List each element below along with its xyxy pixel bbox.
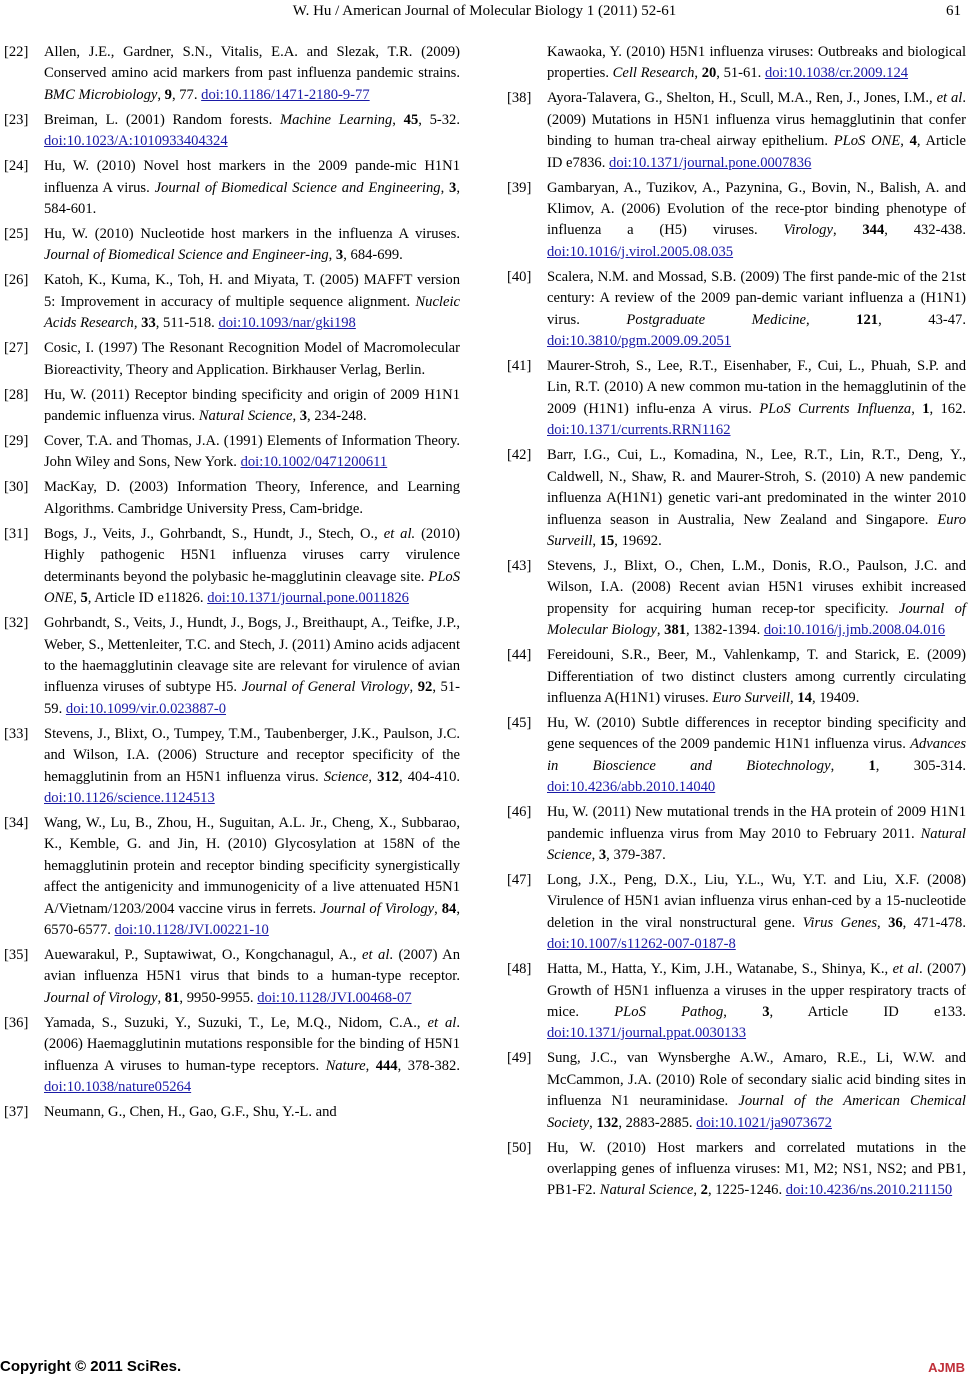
reference-italic-text: et al [936, 90, 963, 107]
reference-entry [4, 945, 460, 1009]
reference-volume: 381 [664, 622, 687, 639]
reference-italic-text: Virology [783, 222, 833, 239]
reference-text-segment: Stevens, J., Blixt, O., Chen, L.M., Donis, R.O., Paulson, J.C. and Wilson, I.A. (2008) Recent avian H5N1 viruses exhibit increased propensity for acquiring human recep-tor specificity. [547, 557, 966, 617]
reference-volume: 121 [856, 311, 879, 328]
reference-italic-text: Natural Science [198, 408, 293, 425]
reference-italic-text: Postgraduate Medicine [626, 311, 806, 328]
reference-text-segment: , [877, 914, 889, 931]
reference-text [44, 385, 460, 428]
reference-text-segment: , [157, 989, 165, 1006]
reference-text [44, 1102, 460, 1123]
doi-link[interactable]: doi:10.1126/science.1124513 [44, 789, 215, 806]
reference-entry [507, 42, 966, 85]
reference-text-segment: Stevens, J., Blixt, O., Tumpey, T.M., Taubenberger, J.K., Paulson, J.C. and Wilson, I.A. (2006) Structure and receptor specificity of the hemagglutinin from an H5N1 influenza virus. [44, 725, 460, 785]
reference-text-segment: , [365, 1057, 376, 1074]
reference-entry [4, 477, 460, 520]
reference-italic-text: Journal of Virology [320, 900, 435, 917]
reference-volume: 20 [701, 65, 717, 82]
reference-text [44, 42, 460, 106]
reference-text-segment: Kawaoka, Y. (2010) H5N1 influenza viruses: Outbreaks and biological properties. [547, 44, 966, 82]
reference-volume: 81 [164, 989, 180, 1006]
reference-text [547, 1138, 966, 1202]
reference-italic-text: Nucleic Acids Research [44, 293, 460, 332]
reference-text-segment: , 6570-6577. [44, 900, 460, 938]
reference-text-segment: , 9950-9955. [179, 989, 258, 1006]
reference-text-segment: Yamada, S., Suzuki, Y., Suzuki, T., Le, M.Q., Nidom, C.A., [44, 1014, 428, 1031]
reference-text [44, 431, 460, 474]
reference-text-segment: . (2007) An avian influenza H5N1 virus that binds to a human-type receptor. [44, 946, 460, 985]
reference-italic-text: Natural Science [547, 825, 966, 863]
reference-text [44, 813, 460, 941]
doi-link[interactable]: doi:10.1128/JVI.00468-07 [257, 989, 412, 1006]
reference-number: [26] [4, 272, 29, 289]
reference-text-segment: , [805, 311, 857, 328]
reference-italic-text: Journal of General Virology [241, 679, 410, 696]
reference-text-segment: Hu, W. (2010) Subtle differences in receptor binding specificity and gene sequences of the 2009 pandemic H1N1 influenza virus. [547, 714, 966, 753]
reference-entry [4, 42, 460, 106]
reference-number: [47] [507, 871, 532, 888]
reference-volume: 444 [375, 1057, 398, 1074]
doi-link[interactable]: doi:10.1186/1471-2180-9-77 [201, 86, 370, 103]
reference-number: [46] [507, 804, 532, 821]
reference-number: [44] [507, 647, 532, 664]
reference-volume: 84 [441, 900, 457, 917]
reference-text [547, 267, 966, 353]
reference-text-segment: , 51-61. [716, 65, 765, 82]
reference-text [547, 959, 966, 1045]
reference-number: [43] [507, 557, 532, 574]
reference-text-segment: , 584-601. [44, 179, 460, 218]
reference-text [44, 338, 460, 381]
reference-text [44, 270, 460, 334]
reference-text-segment: (2010) Highly pathogenic H5N1 influenza viruses carry virulence determinants beyond the polybasic he-magglutinin cleavage site. [44, 525, 460, 585]
reference-number: [41] [507, 358, 532, 375]
reference-volume: 3 [299, 408, 308, 425]
reference-text [44, 110, 460, 153]
reference-volume: 45 [403, 111, 419, 128]
reference-entry [507, 356, 966, 442]
reference-text-segment: Allen, J.E., Gardner, S.N., Vitalis, E.A. and Slezak, T.R. (2009) Conserved amino acid markers from past influenza pandemic strains. [44, 44, 460, 82]
reference-text-segment: , [434, 900, 442, 917]
reference-volume: 14 [797, 689, 812, 706]
reference-entry [507, 556, 966, 642]
reference-italic-text: Journal of Molecular Biology [547, 600, 966, 639]
reference-italic-text: Journal of Virology [44, 989, 158, 1006]
reference-text-segment: , 432-438. [884, 222, 966, 239]
reference-text-segment: , [656, 622, 665, 639]
reference-text-segment: Hu, W. (2011) New mutational trends in the HA protein of 2009 H1N1 pandemic influenza virus from May 2010 to February 2011. [547, 804, 966, 842]
reference-number: [48] [507, 961, 532, 978]
reference-text-segment: Cover, T.A. and Thomas, J.A. (1991) Elements of Information Theory. John Wiley and Sons, New York. [44, 433, 460, 471]
reference-text [547, 645, 966, 709]
reference-number: [22] [4, 44, 29, 60]
reference-number: [33] [4, 725, 29, 742]
reference-text-segment: , [392, 111, 404, 128]
reference-text-segment: , 1382-1394. [686, 622, 764, 639]
reference-volume: 36 [888, 914, 903, 931]
reference-entry [4, 338, 460, 381]
reference-text-segment: Hu, W. (2010) Novel host markers in the 2009 pande-mic H1N1 influenza A virus. [44, 158, 460, 196]
doi-link[interactable]: doi:10.1002/0471200611 [240, 454, 388, 471]
reference-entry [507, 178, 966, 264]
reference-text-segment: , 378-382. [397, 1057, 461, 1074]
reference-text-segment: Sung, J.C., van Wynsberghe A.W., Amaro, R.E., Li, W.W. and McCammon, J.A. (2010) Role of secondary sialic acid binding sites in influenza N1 neuraminidase. [547, 1050, 966, 1110]
reference-number: [40] [507, 268, 532, 285]
reference-number: [42] [507, 447, 532, 464]
doi-link[interactable]: doi:10.3810/pgm.2009.09.2051 [547, 333, 732, 350]
reference-text-segment: Hatta, M., Hatta, Y., Kim, J.H., Watanabe, S., Shinya, K., [547, 961, 893, 978]
reference-entry [507, 1048, 966, 1134]
reference-number: [35] [4, 946, 29, 963]
reference-italic-text: Machine Learning [279, 111, 393, 128]
reference-text-segment: . (2006) Haemagglutinin mutations responsible for the binding of H5N1 influenza A viruses to human-type receptors. [44, 1014, 460, 1074]
reference-number: [34] [4, 814, 29, 831]
doi-link[interactable]: doi:10.4236/abb.2010.14040 [547, 779, 716, 796]
reference-italic-text: Virus Genes [802, 914, 877, 931]
reference-entry [4, 724, 460, 810]
reference-text-segment: , [900, 133, 910, 150]
reference-text [547, 88, 966, 174]
reference-italic-text: Cell Research [612, 65, 695, 82]
journal-abbreviation: AJMB [928, 1360, 965, 1375]
reference-text [44, 524, 460, 610]
reference-text-segment: , Article ID e7836. [547, 133, 966, 171]
reference-volume: 3 [762, 1004, 770, 1020]
reference-volume: 9 [164, 86, 172, 103]
reference-entry [4, 224, 460, 267]
reference-volume: 312 [377, 768, 399, 785]
reference-entry [507, 88, 966, 174]
reference-number: [45] [507, 714, 532, 731]
reference-entry [507, 445, 966, 552]
reference-entry [4, 270, 460, 334]
reference-text [44, 724, 460, 810]
reference-italic-text: Journal of Biomedical Science and Engineer-ing [44, 247, 329, 264]
reference-text-segment: , 471-478. [902, 914, 966, 931]
reference-italic-text: Euro Surveill [547, 511, 966, 549]
reference-text-segment: , [830, 757, 869, 774]
reference-entry [507, 645, 966, 709]
reference-text-segment: Scalera, N.M. and Mossad, S.B. (2009) The first pande-mic of the 21st century: A review of the 2009 pan-demic variant influenza a (H1N1) virus. [547, 268, 966, 328]
reference-text [547, 1048, 966, 1134]
reference-text-segment: , 2883-2885. [618, 1114, 697, 1131]
doi-link[interactable]: doi:10.1371/journal.pone.0011826 [207, 590, 409, 607]
reference-text-segment: , [409, 679, 418, 696]
reference-text-segment: Barr, I.G., Cui, L., Komadina, N., Lee, R.T., Lin, R.T., Deng, Y., Caldwell, N., Shaw, R. and Maurer-Stroh, S. (2010) A new pandemic influenza A(H1N1) genetic vari-ant predominated in the winter 2010 influenza season in Australia, New Zealand and Singapore. [547, 447, 966, 528]
reference-italic-text: PLoS Currents Influenza [759, 400, 912, 417]
reference-entry [4, 1013, 460, 1099]
reference-entry [507, 870, 966, 956]
reference-entry [4, 613, 460, 720]
reference-text-segment: , [693, 1182, 701, 1199]
reference-italic-text: et al [361, 946, 390, 963]
reference-number: [50] [507, 1139, 532, 1156]
reference-text-segment: , [328, 247, 336, 264]
reference-text-segment: Cosic, I. (1997) The Resonant Recognition Model of Macromolecular Bioreactivity, Theory and Application. Birkhauser Verlag, Berlin. [44, 340, 460, 378]
reference-entry [4, 431, 460, 474]
reference-number: [38] [507, 90, 532, 107]
reference-text-segment: MacKay, D. (2003) Information Theory, Inference, and Learning Algorithms. Cambridge University Press, Cam-bridge. [44, 479, 460, 517]
reference-text [44, 156, 460, 220]
reference-text-segment: , [592, 532, 600, 549]
running-title: W. Hu / American Journal of Molecular Biology 1 (2011) 52-61 [292, 3, 677, 19]
reference-text-segment: , [790, 689, 798, 706]
doi-link[interactable]: doi:10.1038/nature05264 [44, 1079, 192, 1095]
reference-italic-text: Nature [325, 1057, 366, 1074]
reference-text-segment: Neumann, G., Chen, H., Gao, G.F., Shu, Y.-L. and [44, 1104, 337, 1120]
reference-text-segment: , 305-314. [875, 757, 966, 774]
reference-entry [507, 959, 966, 1045]
reference-italic-text: BMC Microbiology [44, 86, 158, 103]
reference-text [44, 945, 460, 1009]
reference-text-segment: , [292, 408, 300, 425]
reference-volume: 5 [80, 590, 88, 607]
reference-text-segment: Wang, W., Lu, B., Zhou, H., Suguitan, A.L. Jr., Cheng, X., Subbarao, K., Kemble, G. and Jin, H. (2010) Glycosylation at 158N of the hemagglutinin protein and receptor binding specificity synergistically affect the antigenicity and immunogenicity of a live attenuated H5N1 A/Vietnam/1203/2004 vaccine virus in ferrets. [44, 814, 460, 917]
reference-text-segment: . (2007) Growth of H5N1 influenza a viruses in the upper respiratory tracts of mice. [547, 961, 966, 1020]
reference-text-segment: , 162. [929, 400, 967, 417]
reference-volume: 33 [141, 315, 156, 332]
reference-number: [30] [4, 479, 29, 496]
doi-link[interactable]: doi:10.1007/s11262-007-0187-8 [547, 936, 736, 953]
reference-text-segment: , 404-410. [398, 768, 461, 785]
reference-text-segment: Auewarakul, P., Suptawiwat, O., Kongchanagul, A., [44, 946, 362, 963]
doi-link[interactable]: doi:10.1093/nar/gki198 [218, 315, 356, 332]
reference-number: [36] [4, 1014, 29, 1031]
reference-text-segment: , [911, 400, 923, 417]
doi-link[interactable]: doi:10.1371/journal.ppat.0030133 [547, 1025, 747, 1042]
reference-text-segment: , 51-59. [44, 679, 461, 717]
reference-entry [507, 802, 966, 866]
reference-volume: 3 [449, 179, 457, 196]
reference-text-segment: , [368, 768, 378, 785]
reference-volume: 4 [909, 133, 917, 150]
reference-number: [32] [4, 615, 29, 632]
reference-number: [37] [4, 1104, 29, 1120]
reference-text [547, 178, 966, 264]
reference-volume: 15 [599, 532, 615, 549]
reference-volume: 132 [596, 1114, 619, 1131]
reference-text-segment: Hu, W. (2010) Host markers and correlated mutations in the overlapping genes of influenza viruses: M1, M2; NS1, NS2; and PB1, PB1-F2. [547, 1139, 966, 1199]
reference-number: [27] [4, 340, 29, 357]
reference-text-segment: , 234-248. [307, 408, 367, 425]
reference-italic-text: Euro Surveill [712, 689, 791, 706]
reference-volume: 1 [922, 400, 930, 417]
reference-text-segment: Breiman, L. (2001) Random forests. [44, 111, 280, 128]
reference-text-segment: , 684-699. [343, 247, 403, 264]
reference-text-segment: , [723, 1004, 763, 1020]
reference-text-segment: , [133, 315, 142, 332]
doi-link[interactable]: doi:10.1099/vir.0.023887-0 [65, 700, 227, 717]
references-right-column [507, 42, 966, 1205]
reference-volume: 1 [868, 757, 876, 774]
reference-number: [25] [4, 226, 29, 243]
reference-text-segment: Gambaryan, A., Tuzikov, A., Pazynina, G., Bovin, N., Balish, A. and Klimov, A. (2006) Evolution of the rece-ptor binding phenotype of influenza a (H5) viruses. [547, 179, 966, 239]
reference-entry [4, 1102, 460, 1123]
reference-number: [31] [4, 525, 29, 542]
reference-text-segment: , Article ID e133. [769, 1004, 966, 1020]
reference-entry [507, 267, 966, 353]
reference-text-segment: Maurer-Stroh, S., Lee, R.T., Eisenhaber, F., Cui, L., Phuah, S.P. and Lin, R.T. (2010) A new common mu-tation in the hemagglutinin of the 2009 (H1N1) influ-enza A virus. [547, 358, 966, 417]
reference-text [547, 713, 966, 799]
reference-text [44, 477, 460, 520]
reference-text-segment: , 1225-1246. [707, 1182, 786, 1199]
reference-entry [4, 156, 460, 220]
reference-text-segment: , [73, 590, 81, 607]
reference-volume: 3 [335, 247, 344, 264]
reference-volume: 344 [862, 222, 885, 239]
reference-entry [4, 385, 460, 428]
reference-italic-text: et al. [383, 525, 416, 542]
reference-text-segment: , 5-32. [418, 111, 460, 128]
reference-text-segment: Long, J.X., Peng, D.X., Liu, Y.L., Wu, Y.T. and Liu, X.F. (2008) Virulence of H5N1 avian influenza virus enhan-ced by a 15-nucleotide deletion in the viral nonstructural gene. [547, 871, 966, 931]
doi-link[interactable]: doi:10.1371/journal.pone.0007836 [609, 154, 812, 171]
reference-number: [49] [507, 1050, 532, 1067]
reference-text-segment: , 379-387. [606, 846, 666, 863]
reference-text-segment: Ayora-Talavera, G., Shelton, H., Scull, M.A., Ren, J., Jones, I.M., [547, 90, 937, 107]
reference-text-segment: , 511-518. [155, 315, 219, 332]
page-number: 61 [946, 3, 961, 19]
reference-text-segment: , 77. [171, 86, 202, 103]
reference-italic-text: et al [427, 1014, 457, 1031]
reference-italic-text: Advances in Bioscience and Biotechnology [547, 736, 966, 774]
reference-italic-text: PLoS Pathog [614, 1004, 724, 1020]
reference-volume: 92 [417, 679, 433, 696]
reference-text-segment: . (2009) Mutations in H5N1 influenza virus hemagglutinin that confer binding to human tra-cheal airway epithelium. [547, 90, 966, 150]
reference-number: [23] [4, 111, 29, 128]
copyright-notice: Copyright © 2011 SciRes. [0, 1358, 182, 1375]
doi-link[interactable]: doi:10.1016/j.virol.2005.08.035 [547, 243, 734, 260]
doi-link[interactable]: doi:10.1016/j.jmb.2008.04.016 [763, 622, 946, 639]
reference-text-segment: , 19409. [811, 689, 860, 706]
reference-text [44, 613, 460, 720]
reference-entry [4, 110, 460, 153]
reference-italic-text: PLoS ONE [44, 568, 460, 607]
reference-text-segment: , 19692. [614, 532, 662, 549]
reference-entry [507, 1138, 966, 1202]
reference-text [547, 356, 966, 442]
reference-number: [29] [4, 433, 29, 450]
reference-text-segment: , [157, 86, 165, 103]
reference-text [547, 802, 966, 866]
page-footer [0, 1352, 969, 1382]
reference-text-segment: , [591, 846, 599, 863]
reference-text [547, 445, 966, 552]
reference-text-segment: Hu, W. (2011) Receptor binding specificity and origin of 2009 H1N1 pandemic influenza virus. [44, 386, 460, 425]
reference-italic-text: Journal of the American Chemical Society [547, 1093, 966, 1131]
reference-text-segment: Fereidouni, S.R., Beer, M., Vahlenkamp, T. and Starick, E. (2009) Differentiation of two distinct clusters among currently circulating influenza A(H1N1) viruses. [547, 647, 966, 706]
doi-link[interactable]: doi:10.4236/ns.2010.211150 [785, 1182, 953, 1199]
reference-number: [39] [507, 179, 532, 196]
reference-text [547, 870, 966, 956]
reference-text-segment: Katoh, K., Kuma, K., Toh, H. and Miyata, T. (2005) MAFFT version 5: Improvement in accuracy of multiple sequence alignment. [44, 272, 460, 310]
reference-text-segment: , [440, 179, 450, 196]
doi-link[interactable]: doi:10.1371/currents.RRN1162 [547, 422, 731, 439]
reference-italic-text: et al [892, 961, 919, 978]
reference-text-segment: , [694, 65, 702, 82]
reference-number: [28] [4, 386, 29, 403]
reference-volume: 3 [598, 846, 607, 863]
page-header [0, 0, 969, 26]
reference-text-segment: , [832, 222, 863, 239]
reference-text [44, 1013, 460, 1099]
doi-link[interactable]: doi:10.1021/ja9073672 [696, 1114, 832, 1131]
reference-entry [507, 713, 966, 799]
reference-italic-text: Science [323, 768, 369, 785]
references-left-column [4, 42, 460, 1127]
doi-link[interactable]: doi:10.1038/cr.2009.124 [764, 65, 909, 82]
reference-text [547, 42, 966, 85]
reference-entry [4, 813, 460, 941]
doi-link[interactable]: doi:10.1023/A:1010933404324 [44, 133, 228, 150]
reference-text-segment: , [589, 1114, 597, 1131]
reference-text-segment: , Article ID e11826. [87, 590, 208, 607]
reference-italic-text: PLoS ONE [833, 133, 901, 150]
reference-italic-text: Journal of Biomedical Science and Engineering [154, 179, 441, 196]
reference-italic-text: Natural Science [599, 1182, 694, 1199]
doi-link[interactable]: doi:10.1128/JVI.00221-10 [114, 921, 269, 938]
reference-text-segment: Hu, W. (2010) Nucleotide host markers in the influenza A viruses. [44, 226, 460, 243]
reference-text-segment: Gohrbandt, S., Veits, J., Hundt, J., Bogs, J., Breithaupt, A., Teifke, J.P., Weber, S., Mettenleiter, T.C. and Stech, J. (2011) Amino acids adjacent to the haemagglutinin cleavage site are relevant for virulence of avian influenza viruses of subtype H5. [44, 615, 460, 696]
reference-text [547, 556, 966, 642]
reference-entry [4, 524, 460, 610]
reference-text-segment: Bogs, J., Veits, J., Gohrbandt, S., Hundt, J., Stech, O., [44, 525, 384, 542]
reference-number: [24] [4, 158, 29, 175]
reference-text [44, 224, 460, 267]
reference-volume: 2 [700, 1182, 708, 1199]
reference-text-segment: , 43-47. [878, 311, 966, 328]
